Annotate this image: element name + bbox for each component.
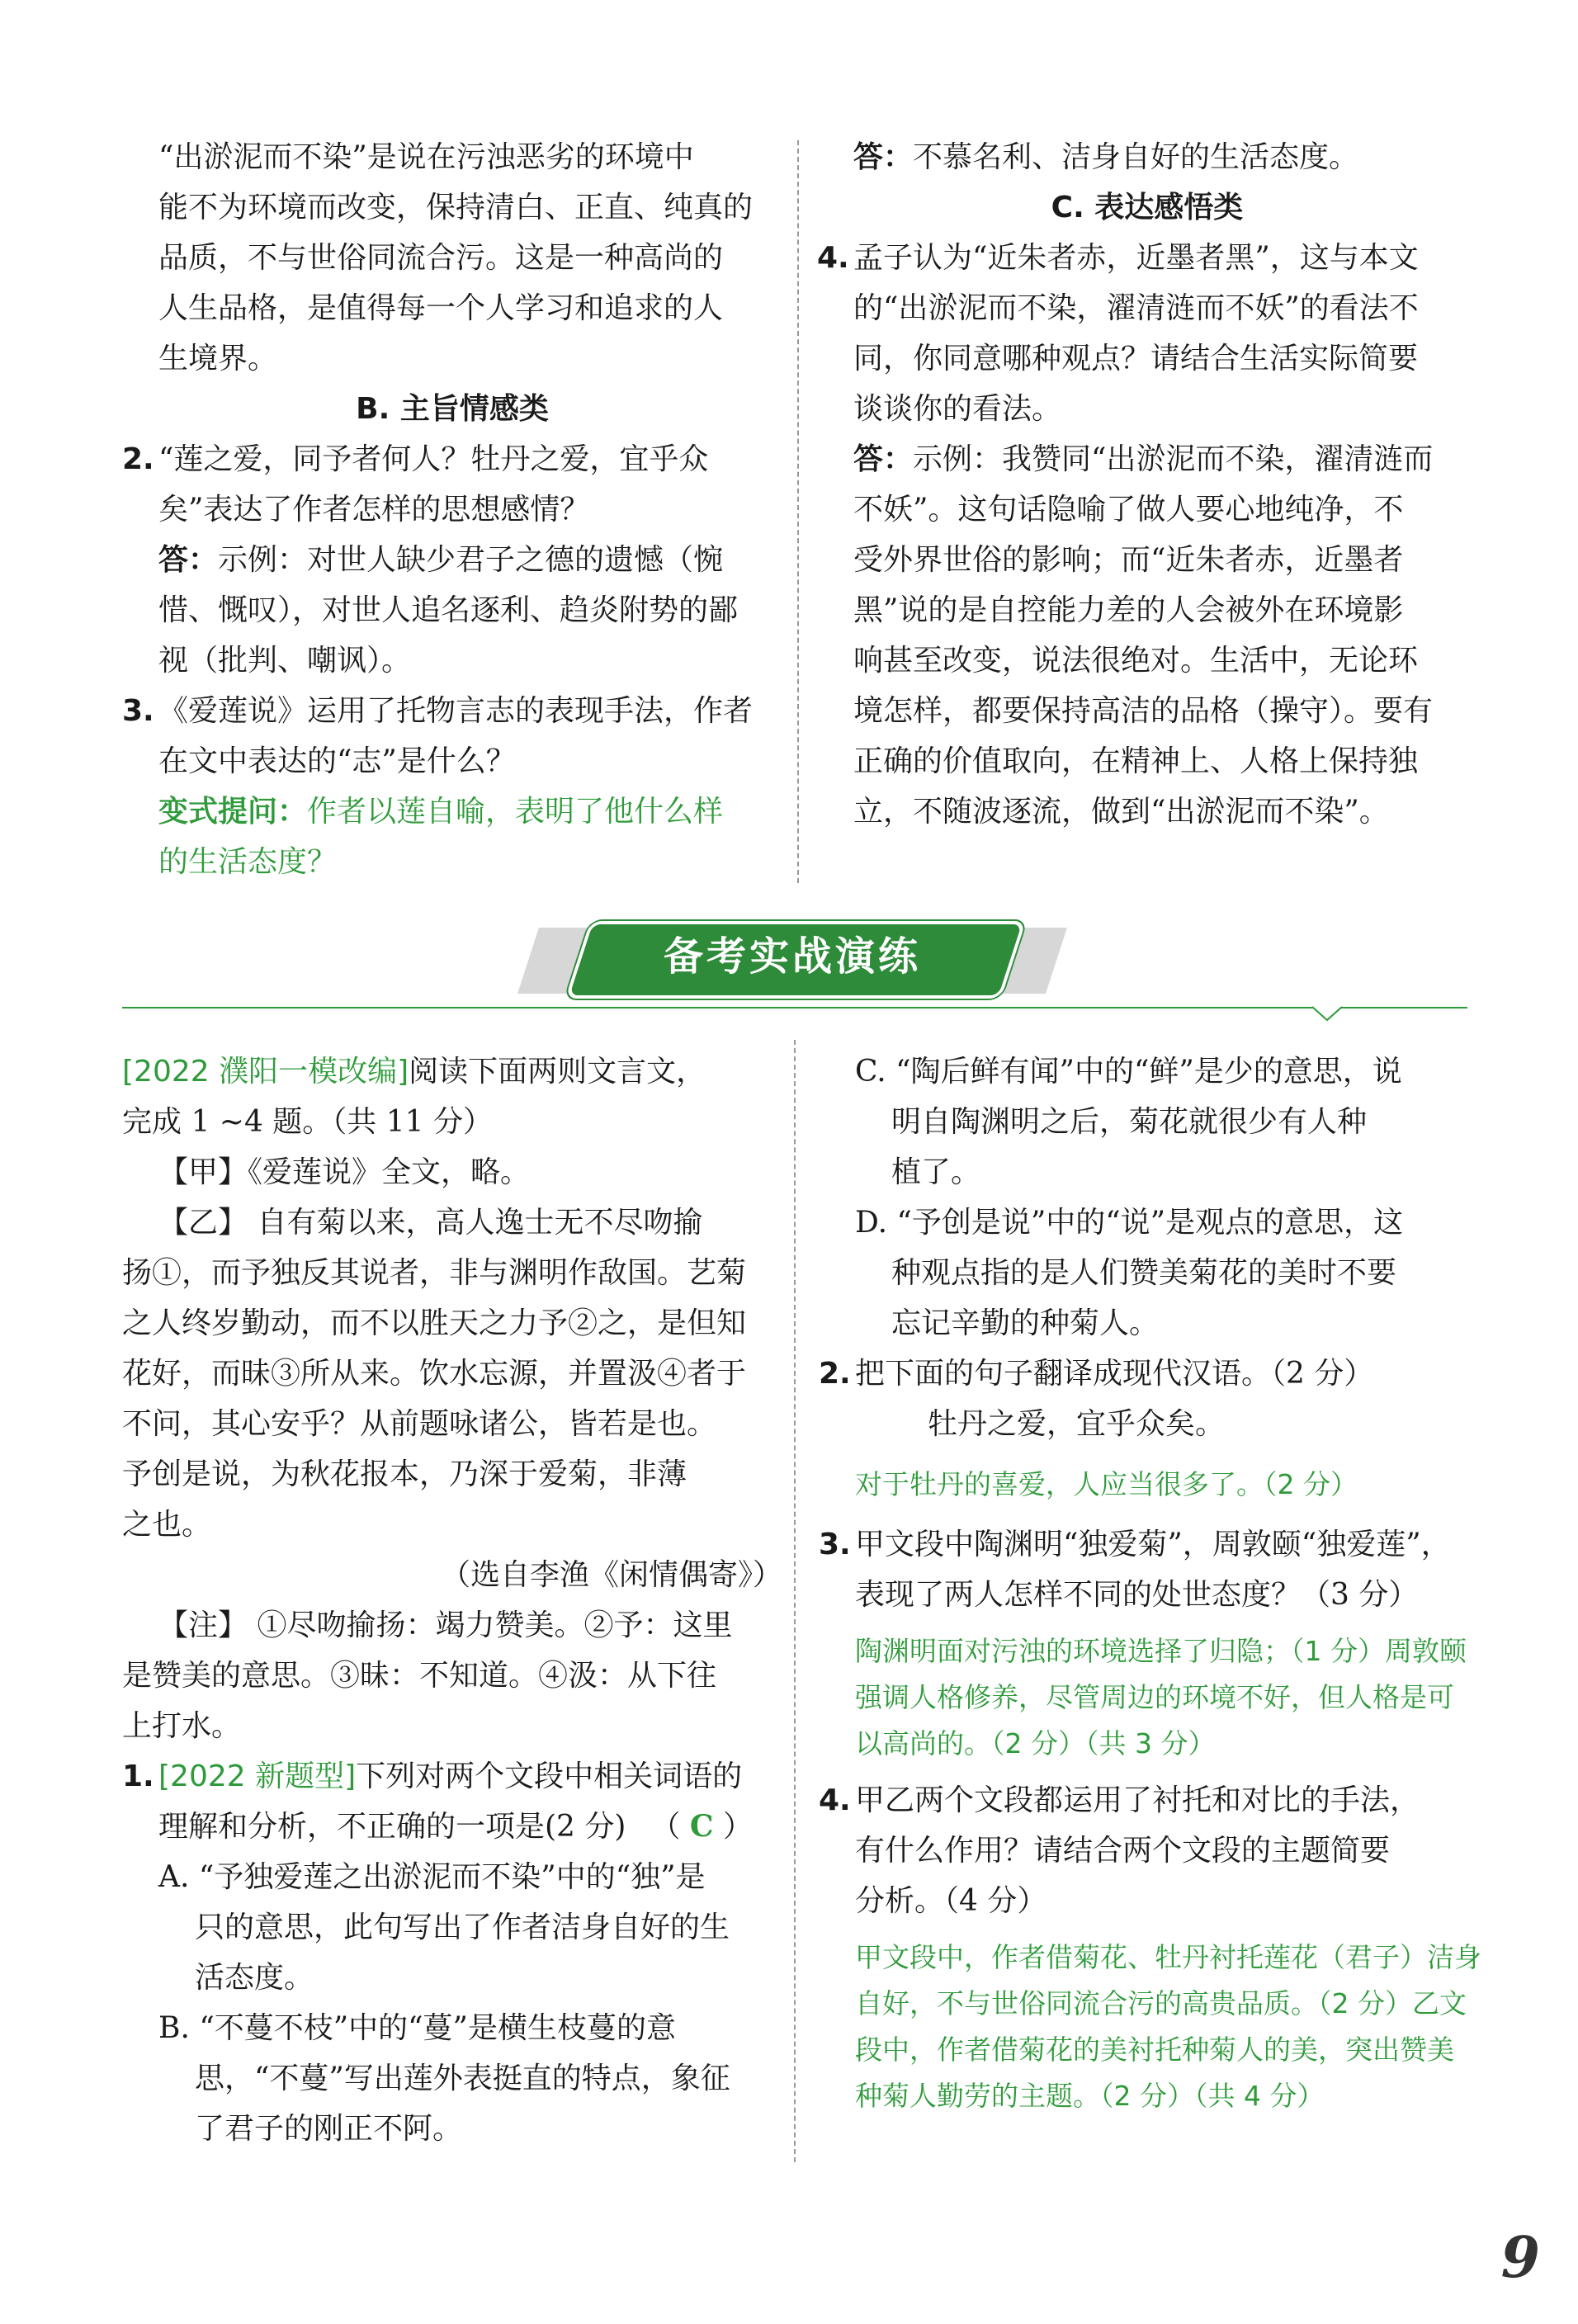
- section-heading-b: B. 主旨情感类: [356, 392, 549, 426]
- text-line: 忘记辛勤的种菊人。: [891, 1306, 1160, 1340]
- answer-text: 示例：我赞同“出淤泥而不染，濯清涟而: [913, 442, 1434, 476]
- question-number: 3.: [819, 1528, 851, 1561]
- banner-rule-notch-icon: [1312, 1005, 1342, 1022]
- option-d: [855, 1197, 1482, 1349]
- question-4b: [819, 1775, 1482, 2119]
- variant-text: 作者以莲自喻，表明了他什么样: [307, 795, 724, 829]
- text-line: 甲文段中陶渊明“独爱菊”，周敦颐“独爱莲”，: [855, 1528, 1451, 1561]
- text-line: 只的意思，此句写出了作者洁身自好的生: [195, 1911, 730, 1944]
- text-line: 能不为环境而改变，保持清白、正直、纯真的: [158, 191, 754, 224]
- text-line: 完成 1 ~4 题。（共 11 分）: [122, 1105, 493, 1139]
- question-number: 1.: [122, 1760, 154, 1793]
- notes: [122, 1600, 782, 1751]
- source-tag: [2022 濮阳一模改编]: [122, 1055, 409, 1089]
- banner-title: 备考实战演练: [663, 933, 921, 980]
- answer-text: 黑”说的是自控能力差的人会被外在环境影: [853, 593, 1404, 627]
- banner-rule: [122, 1007, 1467, 1008]
- question-number: 2.: [819, 1357, 851, 1391]
- variant-text: 的生活态度？: [158, 845, 338, 879]
- text-line: 【乙】 自有菊以来，高人逸士无不尽吻揄: [158, 1206, 703, 1240]
- text-line: 予创是说，为秋花报本，乃深于爱菊，非薄: [122, 1457, 687, 1491]
- answer-label: 答：: [853, 140, 914, 174]
- answer-label: 答：: [158, 543, 219, 577]
- text-line: 在文中表达的“志”是什么？: [158, 744, 516, 778]
- passage-jia: 【甲】《爱莲说》全文，略。: [158, 1155, 531, 1189]
- question-number: 2.: [122, 442, 154, 476]
- top-right-column: [817, 132, 1477, 837]
- section-banner: [528, 921, 1056, 1000]
- option-b: [158, 2003, 782, 2154]
- text-line: 分析。（4 分）: [855, 1884, 1047, 1918]
- text-line: 了君子的刚正不阿。: [195, 2112, 463, 2146]
- answer-text: 不妖”。这句话隐喻了做人要心地纯净，不: [853, 493, 1404, 527]
- question-3: [122, 686, 782, 887]
- text-line: D. “予创是说”中的“说”是观点的意思，这: [855, 1206, 1404, 1240]
- text-line: “出淤泥而不染”是说在污浊恶劣的环境中: [158, 140, 694, 174]
- option-a: [158, 1852, 782, 2003]
- question-number: 3.: [122, 694, 154, 728]
- text-line: 孟子认为“近朱者赤，近墨者黑”，这与本文: [853, 241, 1419, 275]
- column-divider-top: [797, 140, 799, 883]
- question-1: 1. [2022 新题型]下列对两个文段中相关词语的 理解和分析，不正确的一项是(2 分) （ C ） A. “予独爱莲之出淤泥而不染”中的“独”是 只的意思，此句写出了作者洁身自好的生 活态度。 B. “不蔓不枝”中的“蔓”是横生枝蔓的意 思，“不蔓”写出莲外表挺直的特点，象征 了君子的刚正不阿。: [122, 1751, 782, 2154]
- text-line: 品质，不与世俗同流合污。这是一种高尚的: [158, 241, 724, 275]
- top-left-column: [122, 132, 782, 887]
- text-line: 【注】 ①尽吻揄扬：竭力赞美。②予：这里: [158, 1608, 733, 1642]
- text-line: 把下面的句子翻译成现代汉语。（2 分）: [855, 1357, 1374, 1391]
- text-line: 《爱莲说》运用了托物言志的表现手法，作者: [158, 694, 754, 728]
- text-line: 阅读下面两则文言文，: [409, 1055, 706, 1089]
- answer-text: 立，不随波逐流，做到“出淤泥而不染”。: [853, 795, 1389, 829]
- bottom-right-column: [819, 1046, 1482, 2119]
- text-line: 是赞美的意思。③昧：不知道。④汲：从下往: [122, 1659, 717, 1693]
- text-line: 之也。: [122, 1508, 212, 1542]
- text-line: 活态度。: [195, 1961, 314, 1995]
- text-line: 之人终岁勤动，而不以胜天之力予②之，是但知: [122, 1306, 747, 1340]
- section-heading-c: C. 表达感悟类: [1051, 191, 1244, 224]
- question-2b: [819, 1349, 1482, 1509]
- question-number: 4.: [819, 1783, 851, 1817]
- variant-label: 变式提问：: [158, 795, 308, 829]
- text-line: 有什么作用？请结合两个文段的主题简要: [855, 1834, 1391, 1868]
- answer-text: 正确的价值取向，在精神上、人格上保持独: [853, 744, 1419, 778]
- text-line: C. “陶后鲜有闻”中的“鲜”是少的意思，说: [855, 1055, 1402, 1089]
- text-line: 的“出淤泥而不染，濯清涟而不妖”的看法不: [853, 291, 1419, 325]
- answer-text: 以高尚的。（2 分）（共 3 分）: [855, 1727, 1216, 1760]
- answer-text: 响甚至改变，说法很绝对。生活中，无论环: [853, 644, 1419, 678]
- text-line: 扬①，而予独反其说者，非与渊明作敌国。艺菊: [122, 1256, 747, 1290]
- answer-text: 甲文段中，作者借菊花、牡丹衬托莲花（君子）洁身: [855, 1941, 1481, 1973]
- answer-text: 种菊人勤劳的主题。（2 分）（共 4 分）: [855, 2080, 1325, 2112]
- sentence-to-translate: 牡丹之爱，宜乎众矣。: [928, 1407, 1226, 1441]
- answer-block: [855, 1934, 1482, 2119]
- answer-choice: C: [689, 1809, 714, 1844]
- answer-text: 对于牡丹的喜爱，人应当很多了。（2 分）: [855, 1468, 1358, 1500]
- text-line: 植了。: [891, 1155, 981, 1189]
- text-line: 甲乙两个文段都运用了衬托和对比的手法，: [855, 1783, 1420, 1817]
- text-line: “莲之爱，同予者何人？牡丹之爱，宜乎众: [158, 442, 709, 476]
- text-line: B. “不蔓不枝”中的“蔓”是横生枝蔓的意: [158, 2011, 676, 2045]
- text-line: 不问，其心安乎？从前题咏诸公，皆若是也。: [122, 1407, 717, 1441]
- answer-text: 段中，作者借菊花的美衬托种菊人的美，突出赞美: [855, 2034, 1454, 2066]
- answer-text: 视（批判、嘲讽）。: [158, 644, 412, 678]
- text-line: 矣”表达了作者怎样的思想感情？: [158, 493, 590, 527]
- passage-yi: [122, 1197, 782, 1600]
- bottom-left-column: [122, 1046, 782, 2154]
- text-line: 花好，而昧③所从来。饮水忘源，并置汲④者于: [122, 1357, 747, 1391]
- text-line: 思，“不蔓”写出莲外表挺直的特点，象征: [195, 2062, 730, 2095]
- text-line: A. “予独爱莲之出淤泥而不染”中的“独”是: [158, 1860, 706, 1894]
- text-line: 理解和分析，不正确的一项是(2 分): [158, 1810, 626, 1844]
- page-number: 9: [1500, 2225, 1540, 2291]
- citation: （选自李渔《闲情偶寄》）: [440, 1558, 782, 1592]
- text-line: 明自陶渊明之后，菊花就很少有人种: [891, 1105, 1368, 1139]
- answer-text: 示例：对世人缺少君子之德的遗憾（惋: [218, 543, 724, 577]
- answer-text: 境怎样，都要保持高洁的品格（操守）。要有: [853, 694, 1434, 728]
- answer-text: 自好，不与世俗同流合污的高贵品质。（2 分）乙文: [855, 1987, 1467, 2019]
- text-line: 人生品格，是值得每一个人学习和追求的人: [158, 291, 724, 325]
- question-3b: [819, 1519, 1482, 1767]
- question-4: [817, 233, 1477, 837]
- text-line: 生境界。: [158, 342, 278, 376]
- answer-text: 受外界世俗的影响；而“近朱者赤，近墨者: [853, 543, 1404, 577]
- answer-label: 答：: [853, 442, 914, 476]
- text-line: 表现了两人怎样不同的处世态度？（3 分）: [855, 1578, 1419, 1612]
- text-line: 同，你同意哪种观点？请结合生活实际简要: [853, 342, 1419, 376]
- text-line: 上打水。: [122, 1709, 242, 1743]
- text-line: 谈谈你的看法。: [853, 392, 1062, 426]
- answer-text: 惜、慨叹），对世人追名逐利、趋炎附势的鄙: [158, 593, 739, 627]
- answer-1: [817, 132, 1477, 182]
- column-divider-bottom: [794, 1040, 796, 2162]
- question-tag: [2022 新题型]: [158, 1760, 357, 1793]
- answer-block: [855, 1628, 1482, 1767]
- text-line: 下列对两个文段中相关词语的: [356, 1760, 743, 1793]
- question-number: 4.: [817, 241, 849, 275]
- option-c: [855, 1046, 1482, 1197]
- question-2: [122, 434, 782, 686]
- intro-paragraph: [122, 132, 782, 384]
- answer-text: 不慕名利、洁身自好的生活态度。: [913, 140, 1359, 174]
- answer-text: 陶渊明面对污浊的环境选择了归隐；（1 分）周敦颐: [855, 1635, 1467, 1667]
- text-line: 种观点指的是人们赞美菊花的美时不要: [891, 1256, 1397, 1290]
- answer-text: 强调人格修养，尽管周边的环境不好，但人格是可: [855, 1681, 1454, 1713]
